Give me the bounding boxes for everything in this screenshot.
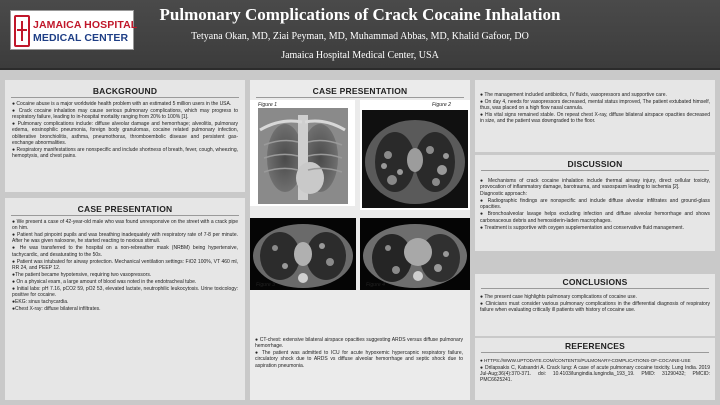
list-item: ● CT-chest: extensive bilateral airspace opacities suggesting ARDS versus diffuse pulmonary hemorrhage. bbox=[255, 337, 463, 350]
list-item: ● We present a case of 42-year-old male who was found unresponsive on the street with a crack pipe on him. bbox=[12, 219, 238, 232]
section-divider bbox=[11, 97, 239, 98]
section-divider bbox=[11, 215, 239, 216]
list-item: ● The management included antibiotics, IV fluids, vasopressors and supportive care. bbox=[480, 92, 667, 98]
discussion-panel bbox=[475, 155, 715, 251]
list-item: ● Initial labs: pH 7.16, pCO2 59, pO2 53, elevated lactate, neutrophilic leukocytosis. Urine toxicology: positive for cocaine. bbox=[12, 285, 238, 299]
poster-header bbox=[0, 0, 720, 70]
figure-1-xray bbox=[250, 100, 355, 206]
figure-3-ct bbox=[250, 218, 356, 290]
figure-3-label: Figure 3 bbox=[256, 282, 276, 288]
list-item: ● Radiographic findings are nonspecific and include diffuse alveolar infiltrates and ground-glass opacities. bbox=[480, 198, 710, 211]
case-presentation-text bbox=[12, 219, 238, 313]
figure-4-label: Figure 4 bbox=[366, 282, 386, 288]
discussion-heading: DISCUSSION bbox=[567, 159, 623, 169]
conclusions-heading: CONCLUSIONS bbox=[562, 277, 628, 287]
figure-4-ct bbox=[360, 218, 470, 290]
figure-2-label: Figure 2 bbox=[432, 102, 452, 108]
section-divider bbox=[481, 170, 709, 171]
poster-authors: Tetyana Okan, MD, Ziai Peyman, MD, Muhammad Abbas, MD, Khalid Gafoor, DO bbox=[191, 31, 529, 42]
section-divider bbox=[481, 352, 709, 353]
ct-chest-image bbox=[360, 100, 470, 210]
reference-item: ● HTTPS://WWW.UPTODATE.COM/CONTENTS/PULMONARY-COMPLICATIONS-OF-COCAINE-USE bbox=[480, 358, 691, 363]
management-text bbox=[480, 92, 710, 125]
list-item: ●EKG: sinus tachycardia. bbox=[12, 299, 69, 306]
references-panel bbox=[475, 338, 715, 400]
list-item: ● Patient was intubated for airway protection. Mechanical ventilation settings: FiO2 100%, VT 460 ml, RR 24, and PEEP 12. bbox=[12, 258, 238, 271]
case-figures-panel bbox=[250, 80, 470, 400]
list-item: ● Bronchoalveolar lavage helps excluding infection and diffuse alveolar hemorrhage and shows carbonaceous debris and hemosiderin-laden macrophages. bbox=[480, 211, 710, 224]
case-figures-text bbox=[255, 337, 463, 370]
list-item: ● Clinicians must consider various pulmonary complications in the differential diagnosis of respiratory failure when evaluating critically ill patients with history of cocaine use. bbox=[480, 301, 710, 314]
discussion-text bbox=[480, 178, 710, 232]
logo-text-line2: MEDICAL CENTER bbox=[33, 32, 129, 44]
list-item: Diagnostic approach: bbox=[480, 191, 527, 198]
background-heading: BACKGROUND bbox=[92, 86, 158, 96]
management-panel bbox=[475, 80, 715, 152]
case-figures-heading: CASE PRESENTATION bbox=[312, 86, 408, 96]
poster-affiliation: Jamaica Hospital Medical Center, USA bbox=[281, 50, 439, 61]
section-divider bbox=[256, 97, 464, 98]
ct-axial-image-3 bbox=[250, 218, 356, 290]
list-item: ● Treatment is supportive with oxygen supplementation and conservative fluid management. bbox=[480, 224, 684, 231]
list-item: ● Respiratory manifestations are nonspecific and include shortness of breath, fever, cough, wheezing, hemoptysis, and chest pains. bbox=[12, 146, 238, 160]
figure-2-ct bbox=[360, 100, 470, 210]
list-item: ● Cocaine abuse is a major worldwide health problem with an estimated 5 million users in the USA. bbox=[12, 101, 232, 107]
list-item: ●The patient became hypotensive, requiring two vasopressors. bbox=[12, 271, 152, 278]
list-item: ● He was transferred to the hospital on a non-rebreather mask (NRBM) being hypertensive, tachycardic, and desaturating to the 50s. bbox=[12, 245, 238, 258]
list-item: ●Chest X-ray: diffuse bilateral infiltrates. bbox=[12, 306, 101, 313]
references-text bbox=[480, 358, 710, 384]
list-item: ● Pulmonary complications include: diffuse alveolar damage and hemorrhage; alveolitis, pulmonary edema, eosinophilic pneumonia, foreign body granulomas, cocaine related pulmonary infection, obliterative bronchiolitis, asthma, pneumothorax, thromboembolic disease and persistent gas-exchange abnormalities. bbox=[12, 121, 238, 146]
figure-1-label: Figure 1 bbox=[258, 102, 278, 108]
logo-text-line1: JAMAICA HOSPITAL bbox=[33, 19, 138, 31]
section-divider bbox=[481, 288, 709, 289]
case-presentation-panel bbox=[5, 198, 245, 400]
background-text bbox=[12, 101, 238, 160]
ct-axial-image-4 bbox=[360, 218, 470, 290]
references-heading: REFERENCES bbox=[564, 341, 626, 351]
list-item: ● On day 4, needs for vasopressors decreased, mental status improved, The patient extubated himself, thus, was placed on a high flow nasal cannula. bbox=[480, 99, 710, 112]
list-item: ● Patient had pinpoint pupils and was breathing inadequately with respiratory rate of 7-8 per minute. After he was given naloxone, he started reacting to noxious stimuli. bbox=[12, 232, 238, 245]
list-item: ● Crack cocaine inhalation may cause serious pulmonary complications, which may progress to respiratory failure, leading to in-hospital mortality ranging from 20% to 100% [1]. bbox=[12, 108, 238, 121]
reference-item: ● Drilapsakis C, Katsandri A. Crack lung: A case of acute pulmonary cocaine toxicity. Lung India. 2019 Jul-Aug;36(4):370-371. doi: 10.4103/lungindia.lungindia_193_19. PMID: 31290432; PMCID: PMC6625241. bbox=[480, 365, 710, 384]
list-item: ● The present case highlights pulmonary complications of cocaine use. bbox=[480, 294, 637, 300]
list-item: ● On a physical exam, a large amount of blood was noted in the endotracheal tube. bbox=[12, 278, 197, 285]
list-item: ● Mechanisms of crack cocaine inhalation include thermal airway injury, direct cellular toxicity, provocation of inflammatory damage, barotrauma, and vasospasm leading to ischemia [2]. bbox=[480, 178, 710, 191]
conclusions-text bbox=[480, 294, 710, 314]
poster-title: Pulmonary Complications of Crack Cocaine Inhalation bbox=[159, 5, 561, 24]
conclusions-panel bbox=[475, 274, 715, 336]
chest-xray-image bbox=[250, 100, 355, 206]
background-panel bbox=[5, 80, 245, 192]
list-item: ● The patient was admitted to ICU for acute hypoxemic hypercapnic respiratory failure, circulatory shock due to ARDS vs diffuse alveolar hemorrhage and septic shock due to aspiration pneumonia. bbox=[255, 350, 463, 369]
list-item: ● His vital signs remained stable. On repeat chest X-ray, diffuse bilateral airspace opacities decreased in size, and the patient was downgraded to the floor. bbox=[480, 112, 710, 125]
case-presentation-heading: CASE PRESENTATION bbox=[77, 204, 173, 214]
